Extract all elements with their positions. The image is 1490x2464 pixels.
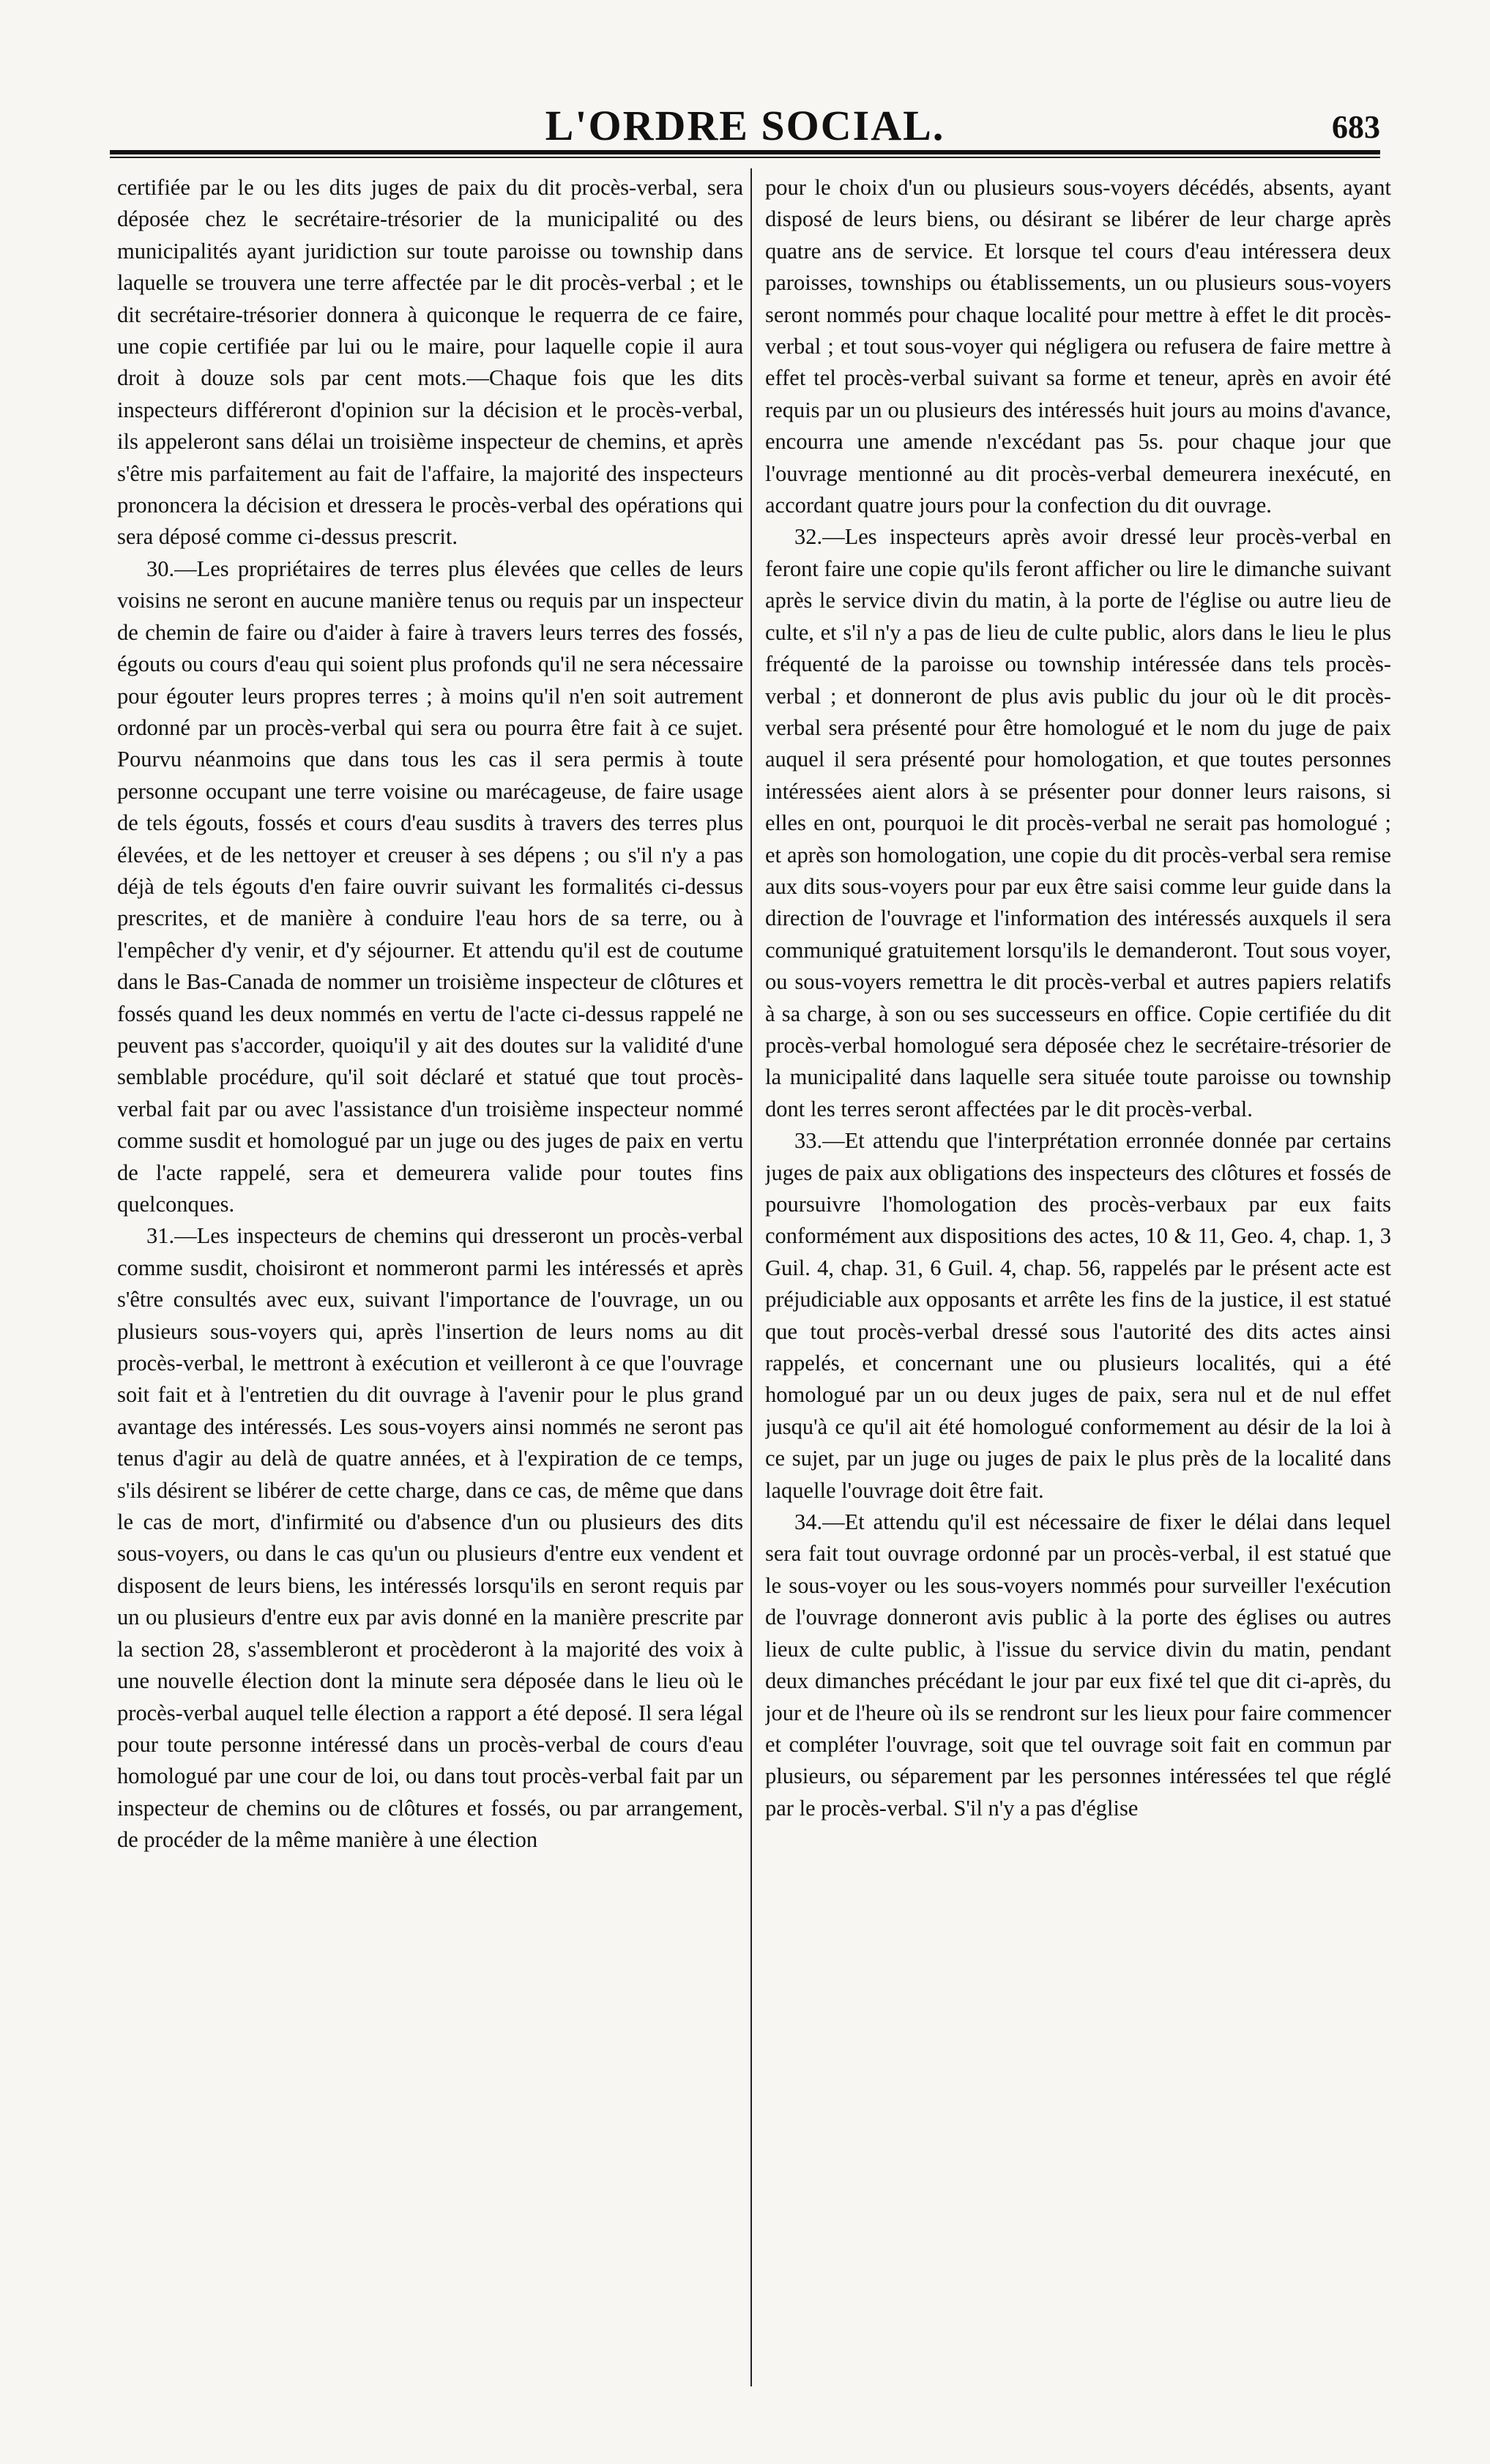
header-rule bbox=[110, 150, 1380, 158]
column-divider bbox=[750, 168, 752, 2386]
newspaper-title: L'ORDRE SOCIAL. bbox=[545, 102, 945, 149]
paragraph-section-32: 32.—Les inspecteurs après avoir dressé leur procès-verbal en feront faire une copie qu'ils feront afficher ou lire le dimanche suivant après le service divin du matin, à la porte de l'église ou autre lieu de culte, et s'il n'y a pas de lieu de culte public, alors dans le lieu le plus fréquenté de la paroisse ou township intéressée dans tels procès-verbal ; et donneront de plus avis public du jour où le dit procès-verbal sera présenté pour être homologué et le nom du juge de paix auquel il sera présenté pour homologation, et que toutes personnes intéressées aient alors à se présenter pour donner leurs raisons, si elles en ont, pourquoi le dit procès-verbal ne serait pas homologué ; et après son homologation, une copie du dit procès-verbal sera remise aux dits sous-voyers pour par eux être saisi comme leur guide dans la direction de l'ouvrage et l'information des intéressés auxquels il sera communiqué gratuitement lorsqu'ils le demanderont. Tout sous voyer, ou sous-voyers remettra le dit procès-verbal et autres papiers relatifs à sa charge, à son ou ses successeurs en office. Copie certifiée du dit procès-verbal homologué sera déposée chez le secrétaire-trésorier de la municipalité dans laquelle sera située toute paroisse ou township dont les terres seront affectées par le dit procès-verbal. bbox=[765, 524, 1391, 1121]
right-column bbox=[765, 172, 1391, 2390]
paragraph: pour le choix d'un ou plusieurs sous-voyers décédés, absents, ayant disposé de leurs biens, ou désirant se libérer de leur charge après quatre ans de service. Et lorsque tel cours d'eau intéressera deux paroisses, townships ou établissements, un ou plusieurs sous-voyers seront nommés pour chaque localité pour mettre à effet le dit procès-verbal ; et tout sous-voyer qui négligera ou refusera de faire mettre à effet tel procès-verbal suivant sa forme et teneur, après en avoir été requis par un ou plusieurs des intéressés huit jours au moins d'avance, encourra une amende n'excédant pas 5s. pour chaque jour que l'ouvrage mentionné au dit procès-verbal demeurera inexécuté, en accordant quatre jours pour la confection du dit ouvrage. bbox=[765, 175, 1391, 518]
paragraph-section-30: 30.—Les propriétaires de terres plus élevées que celles de leurs voisins ne seront en aucune manière tenus ou requis par un inspecteur de chemin de faire ou d'aider à faire à travers leurs terres des fossés, égouts ou cours d'eau qui soient plus profonds qu'il ne sera nécessaire pour égouter leurs propres terres ; à moins qu'il n'en soit autrement ordonné par un procès-verbal qui sera ou pourra être fait à ce sujet. Pourvu néanmoins que dans tous les cas il sera permis à toute personne occupant une terre voisine ou marécageuse, de faire usage de tels égouts, fossés et cours d'eau susdits à travers des terres plus élevées, et de les nettoyer et creuser à ses dépens ; ou s'il n'y a pas déjà de tels égouts d'en faire ouvrir suivant les formalités ci-dessus prescrites, et de manière à conduire l'eau hors de sa terre, ou à l'empêcher d'y venir, et d'y séjourner. Et attendu qu'il est de coutume dans le Bas-Canada de nommer un troisième inspecteur de clôtures et fossés quand les deux nommés en vertu de l'acte ci-dessus rappelé ne peuvent pas s'accorder, quoiqu'il y ait des doutes sur la validité d'une semblable procédure, qu'il soit déclaré et statué que tout procès-verbal fait par ou avec l'assistance d'un troisième inspecteur nommé comme susdit et homologué par un juge ou des juges de paix en vertu de l'acte rappelé, sera et demeurera valide pour toutes fins quelconques. bbox=[117, 556, 743, 1217]
page-number: 683 bbox=[1332, 109, 1380, 145]
paragraph-section-31: 31.—Les inspecteurs de chemins qui dresseront un procès-verbal comme susdit, choisiront et nommeront parmi les intéressés et après s'être consultés avec eux, suivant l'importance de l'ouvrage, un ou plusieurs sous-voyers qui, après l'insertion de leurs noms au dit procès-verbal, le mettront à exécution et veilleront à ce que l'ouvrage soit fait et à l'entretien du dit ouvrage à l'avenir pour le plus grand avantage des intéressés. Les sous-voyers ainsi nommés ne seront pas tenus d'agir au delà de quatre années, et à l'expiration de ce temps, s'ils désirent se libérer de cette charge, dans ce cas, de même que dans le cas de mort, d'infirmité ou d'absence d'un ou plusieurs des dits sous-voyers, ou dans le cas qu'un ou plusieurs d'entre eux vendent et disposent de leurs biens, les intéressés lorsqu'ils en seront requis par un ou plusieurs d'entre eux par avis donné en la manière prescrite par la section 28, s'assembleront et procèderont à la majorité des voix à une nouvelle élection dont la minute sera déposée dans le lieu où le procès-verbal auquel telle élection a rapport a été deposé. Il sera légal pour toute personne intéressé dans un procès-verbal de cours d'eau homologué par une cour de loi, ou dans tout procès-verbal fait par un inspecteur de chemins ou de clôtures et fossés, ou par arrangement, de procéder de la même manière à une élection bbox=[117, 1223, 743, 1853]
paragraph-section-34: 34.—Et attendu qu'il est nécessaire de fixer le délai dans lequel sera fait tout ouvrage ordonné par un procès-verbal, il est statué que le sous-voyer ou les sous-voyers nommés pour surveiller l'exécution de l'ouvrage donneront avis public à la porte des églises ou autres lieux de culte public, à l'issue du service divin du matin, pendant deux dimanches précédant le jour par eux fixé tel que dit ci-après, du jour et de l'heure où ils se rendront sur les lieux pour faire commencer et compléter l'ouvrage, soit que tel ouvrage soit fait en commun par plusieurs, ou séparement par les personnes intéressées tel que réglé par le procès-verbal. S'il n'y a pas d'église bbox=[765, 1509, 1391, 1821]
paragraph-section-33: 33.—Et attendu que l'interprétation erronnée donnée par certains juges de paix aux obligations des inspecteurs des clôtures et fossés de poursuivre l'homologation des procès-verbaux par eux faits conformément aux dispositions des actes, 10 & 11, Geo. 4, chap. 1, 3 Guil. 4, chap. 31, 6 Guil. 4, chap. 56, rappelés par le présent acte est préjudiciable aux opposants et arrête les fins de la justice, il est statué que tout procès-verbal dressé sous l'autorité des dits actes ainsi rappelés, et concernant une ou plusieurs localités, qui a été homologué par un ou deux juges de paix, sera nul et de nul effet jusqu'à ce qu'il ait été homologué conformement au désir de la loi à ce sujet, par un juge ou juges de paix le plus près de la localité dans laquelle l'ouvrage doit être fait. bbox=[765, 1128, 1391, 1503]
left-column bbox=[117, 172, 743, 2390]
masthead bbox=[110, 81, 1380, 161]
paragraph: certifiée par le ou les dits juges de paix du dit procès-verbal, sera déposée chez le secrétaire-trésorier de la municipalité ou des municipalités ayant juridiction sur toute paroisse ou township dans laquelle se trouvera une terre affectée par le dit procès-verbal ; et le dit secrétaire-trésorier donnera à quiconque le requerra de ce faire, une copie certifiée par lui ou le maire, pour laquelle copie il aura droit à douze sols par cent mots.—Chaque fois que les dits inspecteurs différeront d'opinion sur la décision et le procès-verbal, ils appeleront sans délai un troisième inspecteur de chemins, et après s'être mis parfaitement au fait de l'affaire, la majorité des inspecteurs prononcera la décision et dressera le procès-verbal des opérations qui sera déposé comme ci-dessus prescrit. bbox=[117, 175, 743, 550]
